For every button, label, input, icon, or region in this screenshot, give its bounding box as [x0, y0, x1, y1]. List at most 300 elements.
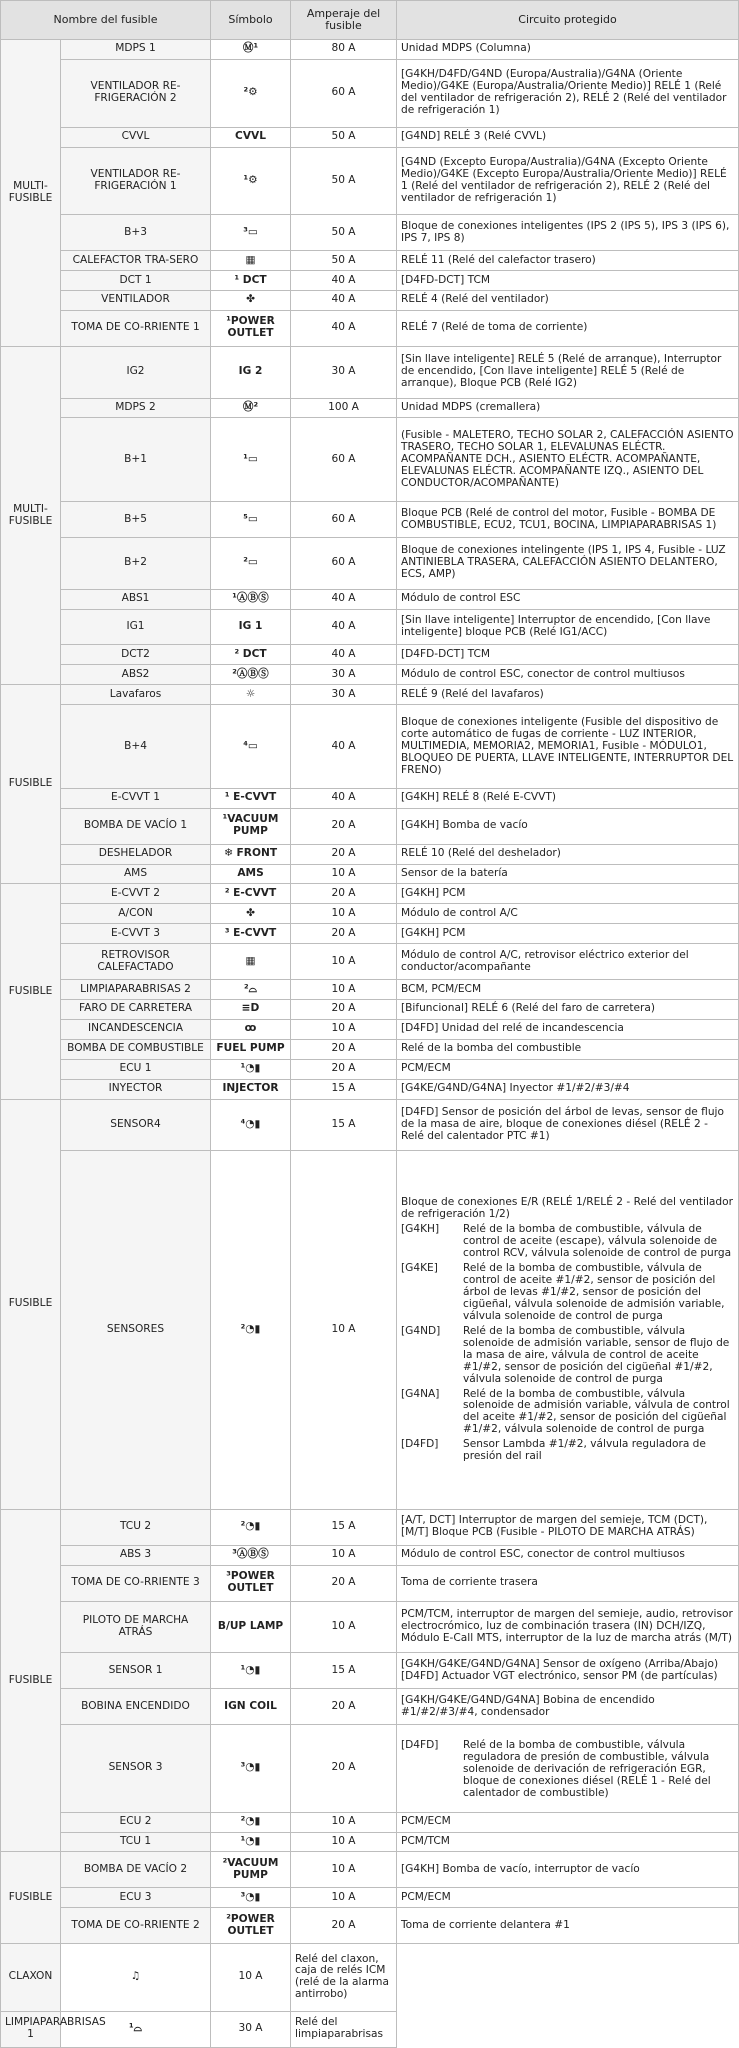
- fuse-circuit: [397, 271, 739, 291]
- fuse-circuit-text: [D4FD-DCT] TCM: [401, 273, 491, 286]
- fuse-amperage: 10 A: [291, 1852, 397, 1888]
- fuse-circuit-text: PCM/TCM, interruptor de margen del semieje, audio, retrovisor electrocrómico, luz de combinación trasera (IN) DCH/IZQ, Módulo E-Call MTS, interruptor de la luz de marcha atrás (M/T): [401, 1607, 733, 1644]
- fuse-circuit: [397, 290, 739, 310]
- fuse-symbol-icon: ³ E-CVVT: [211, 924, 291, 944]
- fuse-name: ECU 1: [61, 1059, 211, 1079]
- fuse-amperage: 40 A: [291, 271, 397, 291]
- fuse-amperage: 20 A: [291, 808, 397, 844]
- fuse-amperage: 20 A: [291, 1725, 397, 1813]
- fuse-circuit: [291, 2011, 397, 2047]
- fuse-circuit-text: RELÉ 9 (Relé del lavafaros): [401, 687, 544, 700]
- fuse-circuit-text: Módulo de control A/C, retrovisor eléctrico exterior del conductor/acompañante: [401, 948, 689, 973]
- fuse-name: IG1: [61, 609, 211, 645]
- table-row: [1, 904, 739, 924]
- fuse-circuit: [397, 398, 739, 418]
- fuse-amperage: 50 A: [291, 147, 397, 215]
- fuse-amperage: 15 A: [291, 1509, 397, 1545]
- fuse-symbol-icon: ¹ E-CVVT: [211, 788, 291, 808]
- engine-circuit-text: Relé de la bomba de combustible, válvula solenoide de admisión variable, válvula de control del aceite #1/#2, sensor de posición del cigüeñal #1/#2, válvula solenoide de control de purga: [463, 1387, 730, 1436]
- fuse-circuit-text: [D4FD-DCT] TCM: [401, 647, 491, 660]
- fuse-symbol-icon: ☼: [211, 685, 291, 705]
- header-fuse-name: Nombre del fusible: [1, 1, 211, 40]
- table-row: [1, 685, 739, 705]
- fuse-symbol-icon: IG 1: [211, 609, 291, 645]
- fuse-amperage: 10 A: [291, 1601, 397, 1653]
- engine-code: [G4KH]: [401, 1222, 440, 1235]
- fuse-name: E-CVVT 1: [61, 788, 211, 808]
- fuse-name: RETROVISOR CALEFACTADO: [61, 944, 211, 980]
- fuse-name: FARO DE CARRETERA: [61, 1000, 211, 1020]
- fuse-symbol-icon: ¹◔▮: [211, 1059, 291, 1079]
- fuse-circuit: [397, 418, 739, 502]
- fuse-amperage: 40 A: [291, 788, 397, 808]
- fuse-circuit: [397, 645, 739, 665]
- table-row: [1, 1079, 739, 1099]
- fuse-circuit: [397, 1832, 739, 1852]
- fuse-name: B+5: [61, 502, 211, 538]
- table-row: [1, 665, 739, 685]
- table-row: [1, 1852, 739, 1888]
- fuse-group-label: FUSIBLE: [1, 1852, 61, 1944]
- fuse-circuit: [397, 904, 739, 924]
- table-row: [1, 944, 739, 980]
- table-row: [1, 1725, 739, 1813]
- fuse-name: BOMBA DE VACÍO 1: [61, 808, 211, 844]
- fuse-amperage: 10 A: [291, 1888, 397, 1908]
- fuse-amperage: 20 A: [291, 1039, 397, 1059]
- fuse-amperage: 100 A: [291, 398, 397, 418]
- fuse-amperage: 20 A: [291, 1565, 397, 1601]
- fuse-circuit-text: [G4KH] Bomba de vacío, interruptor de vacío: [401, 1862, 640, 1875]
- fuse-circuit: [291, 1944, 397, 2012]
- fuse-amperage: 20 A: [291, 1000, 397, 1020]
- fuse-circuit-text: [D4FD] Unidad del relé de incandescencia: [401, 1022, 624, 1035]
- fuse-circuit: [397, 310, 739, 346]
- fuse-name: VENTILADOR: [61, 290, 211, 310]
- fuse-circuit-text: Módulo de control ESC, conector de control multiusos: [401, 1548, 685, 1561]
- fuse-amperage: 10 A: [291, 1832, 397, 1852]
- fuse-symbol-icon: ³◔▮: [211, 1888, 291, 1908]
- fuse-amperage: 10 A: [291, 1019, 397, 1039]
- fuse-table-body: [1, 40, 739, 2048]
- table-row: [1, 40, 739, 60]
- fuse-circuit: [397, 346, 739, 398]
- table-row: [1, 418, 739, 502]
- fuse-circuit: [397, 705, 739, 789]
- table-row: [1, 645, 739, 665]
- fuse-amperage: 60 A: [291, 59, 397, 127]
- fuse-group-label: FUSIBLE: [1, 1099, 61, 1509]
- engine-code: [G4ND]: [401, 1324, 441, 1337]
- fuse-circuit-text: Bloque de conexiones inteligentes (IPS 2 (IPS 5), IPS 3 (IPS 6), IPS 7, IPS 8): [401, 219, 730, 244]
- fuse-circuit: [397, 537, 739, 589]
- fuse-name: SENSORES: [61, 1151, 211, 1510]
- fuse-circuit: [397, 884, 739, 904]
- table-row: [1, 864, 739, 884]
- fuse-group-label: MULTI-FUSIBLE: [1, 346, 61, 685]
- fuse-name: LIMPIAPARABRISAS 2: [61, 980, 211, 1000]
- table-row: [1, 1039, 739, 1059]
- fuse-name: DCT 1: [61, 271, 211, 291]
- fuse-name: DCT2: [61, 645, 211, 665]
- table-row: [1, 1099, 739, 1151]
- header-amperage: Amperaje del fusible: [291, 1, 397, 40]
- fuse-symbol-icon: ² DCT: [211, 645, 291, 665]
- fuse-symbol-icon: ²⌓: [211, 980, 291, 1000]
- table-row: [1, 1545, 739, 1565]
- fuse-circuit: [397, 1565, 739, 1601]
- fuse-circuit-text: [G4KH] PCM: [401, 886, 466, 899]
- fuse-circuit: [397, 589, 739, 609]
- fuse-name: LIMPIAPARABRISAS 1: [1, 2011, 61, 2047]
- fuse-symbol-icon: Ⓜ²: [211, 398, 291, 418]
- fuse-symbol-icon: ≡D: [211, 1000, 291, 1020]
- fuse-circuit: [397, 864, 739, 884]
- fuse-amperage: 20 A: [291, 1059, 397, 1079]
- table-row: [1, 2011, 739, 2047]
- fuse-name: SENSOR 3: [61, 1725, 211, 1813]
- fuse-name: TOMA DE CO-RRIENTE 1: [61, 310, 211, 346]
- fuse-amperage: 40 A: [291, 609, 397, 645]
- fuse-circuit-text: Bloque PCB (Relé de control del motor, Fusible - BOMBA DE COMBUSTIBLE, ECU2, TCU1, BOCINA, LIMPIAPARABRISAS 1): [401, 506, 717, 531]
- fuse-symbol-icon: ▦: [211, 944, 291, 980]
- fuse-name: TOMA DE CO-RRIENTE 2: [61, 1908, 211, 1944]
- fuse-symbol-icon: ¹ⒶⒷⓈ: [211, 589, 291, 609]
- fuse-circuit: [397, 609, 739, 645]
- fuse-amperage: 20 A: [291, 1689, 397, 1725]
- fuse-name: AMS: [61, 864, 211, 884]
- table-row: [1, 1689, 739, 1725]
- fuse-name: ABS1: [61, 589, 211, 609]
- fuse-symbol-icon: ²◔▮: [211, 1509, 291, 1545]
- table-row: [1, 1908, 739, 1944]
- engine-circuit-text: Relé de la bomba de combustible, válvula de control de aceite #1/#2, sensor de posición del árbol de levas #1/#2, sensor de posición del cigüeñal, válvula solenoide de admisión variable, válvula solenoide de control de purga: [463, 1261, 725, 1322]
- fuse-amperage: 40 A: [291, 705, 397, 789]
- table-row: [1, 1151, 739, 1510]
- fuse-circuit-text: Relé de la bomba del combustible: [401, 1042, 582, 1055]
- fuse-group-label: MULTI-FUSIBLE: [1, 40, 61, 347]
- fuse-symbol-icon: FUEL PUMP: [211, 1039, 291, 1059]
- table-row: [1, 310, 739, 346]
- fuse-circuit-text: [Bifuncional] RELÉ 6 (Relé del faro de carretera): [401, 1002, 656, 1015]
- table-row: [1, 251, 739, 271]
- fuse-symbol-icon: ³POWER OUTLET: [211, 1565, 291, 1601]
- fuse-symbol-icon: ²POWER OUTLET: [211, 1908, 291, 1944]
- circuit-sub-entry: [401, 1740, 734, 1800]
- fuse-circuit: [397, 924, 739, 944]
- fuse-amperage: 10 A: [291, 904, 397, 924]
- fuse-circuit-text: [G4KH] Bomba de vacío: [401, 819, 528, 832]
- fuse-circuit: [397, 147, 739, 215]
- table-row: [1, 1812, 739, 1832]
- fuse-name: CVVL: [61, 127, 211, 147]
- fuse-amperage: 20 A: [291, 924, 397, 944]
- fuse-symbol-icon: ¹POWER OUTLET: [211, 310, 291, 346]
- fuse-name: INCANDESCENCIA: [61, 1019, 211, 1039]
- fuse-circuit: [397, 1099, 739, 1151]
- engine-circuit-text: Sensor Lambda #1/#2, válvula reguladora de presión del rail: [463, 1438, 706, 1463]
- fuse-symbol-icon: ❄ FRONT: [211, 844, 291, 864]
- fuse-symbol-icon: ¹ DCT: [211, 271, 291, 291]
- fuse-amperage: 40 A: [291, 310, 397, 346]
- fuse-name: BOMBA DE VACÍO 2: [61, 1852, 211, 1888]
- fuse-symbol-icon: ¹◔▮: [211, 1653, 291, 1689]
- fuse-circuit-text: Relé del limpiaparabrisas: [295, 2016, 383, 2041]
- fuse-amperage: 50 A: [291, 251, 397, 271]
- fuse-amperage: 20 A: [291, 844, 397, 864]
- fuse-circuit: [397, 665, 739, 685]
- fuse-symbol-icon: ¹◔▮: [211, 1832, 291, 1852]
- fuse-amperage: 10 A: [291, 980, 397, 1000]
- fuse-amperage: 60 A: [291, 418, 397, 502]
- fuse-group-label: FUSIBLE: [1, 884, 61, 1099]
- fuse-circuit: [397, 1039, 739, 1059]
- fuse-name: MDPS 1: [61, 40, 211, 60]
- fuse-circuit: [397, 502, 739, 538]
- fuse-circuit: [397, 1601, 739, 1653]
- table-row: [1, 924, 739, 944]
- fuse-amperage: 40 A: [291, 645, 397, 665]
- table-row: [1, 290, 739, 310]
- fuse-name: ABS 3: [61, 1545, 211, 1565]
- fuse-name: B+1: [61, 418, 211, 502]
- fuse-circuit: [397, 215, 739, 251]
- fuse-circuit: [397, 251, 739, 271]
- fuse-name: IG2: [61, 346, 211, 398]
- fuse-circuit: [397, 1509, 739, 1545]
- fuse-circuit: [397, 1653, 739, 1689]
- fuse-circuit-text: Bloque de conexiones intelingente (IPS 1, IPS 4, Fusible - LUZ ANTINIEBLA TRASERA, CALEFACCIÓN ASIENTO DELANTERO, ECS, AMP): [401, 544, 726, 581]
- table-row: [1, 884, 739, 904]
- table-row: [1, 609, 739, 645]
- fuse-symbol-icon: ²⚙: [211, 59, 291, 127]
- fuse-symbol-icon: ²▭: [211, 537, 291, 589]
- circuit-sub-entry: [401, 1389, 734, 1437]
- fuse-circuit: [397, 685, 739, 705]
- fuse-circuit: [397, 1689, 739, 1725]
- table-row: [1, 589, 739, 609]
- engine-code: [D4FD]: [401, 1438, 439, 1451]
- fuse-amperage: 30 A: [291, 665, 397, 685]
- fuse-symbol-icon: ²◔▮: [211, 1812, 291, 1832]
- fuse-circuit: [397, 1888, 739, 1908]
- fuse-circuit-text: [G4KH] RELÉ 8 (Relé E-CVVT): [401, 791, 557, 804]
- fuse-name: B+2: [61, 537, 211, 589]
- fuse-symbol-icon: ¹▭: [211, 418, 291, 502]
- fuse-name: TCU 2: [61, 1509, 211, 1545]
- fuse-name: VENTILADOR RE-FRIGERACIÓN 2: [61, 59, 211, 127]
- table-row: [1, 788, 739, 808]
- fuse-symbol-icon: IG 2: [211, 346, 291, 398]
- fuse-amperage: 80 A: [291, 40, 397, 60]
- fuse-circuit: [397, 844, 739, 864]
- fuse-name: E-CVVT 2: [61, 884, 211, 904]
- table-row: [1, 808, 739, 844]
- header-symbol: Símbolo: [211, 1, 291, 40]
- fuse-circuit-text: [D4FD] Sensor de posición del árbol de levas, sensor de flujo de la masa de aire, bloque de conexiones diésel (RELÉ 2 - Relé del calentador PTC #1): [401, 1106, 724, 1142]
- fuse-circuit-text: [A/T, DCT] Interruptor de margen del semieje, TCM (DCT), [M/T] Bloque PCB (Fusible - PILOTO DE MARCHA ATRÁS): [401, 1514, 708, 1539]
- circuit-sub-entry: [401, 1326, 734, 1386]
- fuse-symbol-icon: CVVL: [211, 127, 291, 147]
- fuse-circuit-text: Bloque de conexiones inteligente (Fusible del dispositivo de corte automático de fugas de corriente - LUZ INTERIOR, MULTIMEDIA, MEMORIA2, MEMORIA1, Fusible - MÓDULO1, BLOQUEO DE PUERTA, LLAVE INTELIGENTE, INTERRUPTOR DEL FRENO): [401, 715, 734, 776]
- fuse-symbol-icon: AMS: [211, 864, 291, 884]
- fuse-circuit-text: PCM/ECM: [401, 1815, 451, 1828]
- fuse-amperage: 20 A: [291, 1908, 397, 1944]
- fuse-name: DESHELADOR: [61, 844, 211, 864]
- fuse-circuit-text: Sensor de la batería: [401, 867, 508, 880]
- fuse-circuit: [397, 1725, 739, 1813]
- fuse-amperage: 60 A: [291, 502, 397, 538]
- fuse-amperage: 60 A: [291, 537, 397, 589]
- fuse-symbol-icon: ³▭: [211, 215, 291, 251]
- fuse-circuit-text: Módulo de control A/C: [401, 906, 518, 919]
- fuse-circuit: [397, 1545, 739, 1565]
- fuse-name: E-CVVT 3: [61, 924, 211, 944]
- table-row: [1, 127, 739, 147]
- fuse-circuit-text: [G4ND] RELÉ 3 (Relé CVVL): [401, 130, 547, 143]
- fuse-name: ECU 3: [61, 1888, 211, 1908]
- table-row: [1, 147, 739, 215]
- fuse-circuit-text: Toma de corriente delantera #1: [401, 1918, 570, 1931]
- fuse-circuit-text: [Sin llave inteligente] RELÉ 5 (Relé de arranque), Interruptor de encendido, [Con llave inteligente] RELÉ 5 (Relé de arranque), Bloque PCB (Relé IG2): [401, 353, 722, 390]
- fuse-circuit-text: RELÉ 7 (Relé de toma de corriente): [401, 321, 588, 334]
- fuse-amperage: 20 A: [291, 884, 397, 904]
- fuse-circuit-text: [G4ND (Excepto Europa/Australia)/G4NA (Excepto Oriente Medio)/G4KE (Excepto Europa/Australia/Oriente Medio)] RELÉ 1 (Relé del ventilador de refrigeración 2), RELÉ 2 (Relé del ventilador de refrigeración 1): [401, 155, 727, 204]
- fuse-circuit-text: RELÉ 11 (Relé del calefactor trasero): [401, 253, 596, 266]
- table-row: [1, 1059, 739, 1079]
- fuse-amperage: 10 A: [291, 944, 397, 980]
- fuse-symbol-icon: ¹⚙: [211, 147, 291, 215]
- fuse-name: BOBINA ENCENDIDO: [61, 1689, 211, 1725]
- circuit-sub-entry: [401, 1439, 734, 1463]
- fuse-name: A/CON: [61, 904, 211, 924]
- fuse-name: B+4: [61, 705, 211, 789]
- fuse-symbol-icon: B/UP LAMP: [211, 1601, 291, 1653]
- fuse-symbol-icon: ²◔▮: [211, 1151, 291, 1510]
- fuse-name: MDPS 2: [61, 398, 211, 418]
- fuse-circuit-text: (Fusible - MALETERO, TECHO SOLAR 2, CALEFACCIÓN ASIENTO TRASERO, TECHO SOLAR 1, ELEVALUNAS ELÉCTR. ACOMPAÑANTE DCH., ASIENTO ELÉCTR. ACOMPAÑANTE, ELEVALUNAS ELÉCTR. ACOMPAÑANTE IZQ., ASIENTO DEL CONDUCTOR/ACOMPAÑANTE): [401, 428, 734, 489]
- table-row: [1, 502, 739, 538]
- fuse-circuit-text: Módulo de control ESC, conector de control multiusos: [401, 667, 685, 680]
- fuse-circuit-text: RELÉ 10 (Relé del deshelador): [401, 847, 561, 860]
- fuse-name: ECU 2: [61, 1812, 211, 1832]
- table-row: [1, 705, 739, 789]
- fuse-symbol-icon: ✤: [211, 290, 291, 310]
- table-row: [1, 537, 739, 589]
- table-row: [1, 1944, 739, 2012]
- engine-circuit-text: Relé de la bomba de combustible, válvula de control de aceite (escape), válvula solenoide de control RCV, válvula solenoide de control de purga: [463, 1222, 732, 1259]
- fuse-name: SENSOR 1: [61, 1653, 211, 1689]
- fuse-circuit: [397, 40, 739, 60]
- table-row: [1, 980, 739, 1000]
- fuse-circuit-text: PCM/ECM: [401, 1890, 451, 1903]
- fuse-amperage: 15 A: [291, 1099, 397, 1151]
- fuse-circuit-text: [G4KE/G4ND/G4NA] Inyector #1/#2/#3/#4: [401, 1082, 630, 1095]
- fuse-name: CALEFACTOR TRA-SERO: [61, 251, 211, 271]
- header-circuit: Circuito protegido: [397, 1, 739, 40]
- fuse-circuit-text: Unidad MDPS (Columna): [401, 42, 531, 55]
- fuse-name: B+3: [61, 215, 211, 251]
- fuse-name: TOMA DE CO-RRIENTE 3: [61, 1565, 211, 1601]
- fuse-circuit-text: [G4KH] PCM: [401, 926, 466, 939]
- fuse-circuit-text: [Sin llave inteligente] Interruptor de encendido, [Con llave inteligente] bloque PCB (Relé IG1/ACC): [401, 614, 711, 639]
- engine-code: [G4KE]: [401, 1261, 438, 1274]
- fuse-circuit-text: Unidad MDPS (cremallera): [401, 400, 541, 413]
- fuse-circuit: [397, 808, 739, 844]
- fuse-circuit: [397, 1000, 739, 1020]
- fuse-symbol-icon: ♫: [61, 1944, 211, 2012]
- fuse-symbol-icon: ² E-CVVT: [211, 884, 291, 904]
- circuit-sub-entry: [401, 1224, 734, 1260]
- fuse-amperage: 10 A: [291, 1151, 397, 1510]
- fuse-circuit: [397, 788, 739, 808]
- fuse-group-label: FUSIBLE: [1, 1509, 61, 1852]
- fuse-symbol-icon: ³◔▮: [211, 1725, 291, 1813]
- fuse-amperage: 10 A: [291, 864, 397, 884]
- fuse-amperage: 40 A: [291, 589, 397, 609]
- table-row: [1, 844, 739, 864]
- table-row: [1, 215, 739, 251]
- fuse-circuit: [397, 59, 739, 127]
- fuse-symbol-icon: ²ⒶⒷⓈ: [211, 665, 291, 685]
- fuse-circuit: [397, 1019, 739, 1039]
- fuse-circuit-text: [G4KH/G4KE/G4ND/G4NA] Sensor de oxígeno (Arriba/Abajo) [D4FD] Actuador VGT electrónico, sensor PM (de partículas): [401, 1657, 719, 1682]
- fuse-circuit: [397, 1079, 739, 1099]
- table-row: [1, 1565, 739, 1601]
- fuse-amperage: 30 A: [291, 685, 397, 705]
- fuse-amperage: 10 A: [211, 1944, 291, 2012]
- fuse-circuit: [397, 1812, 739, 1832]
- engine-code: [D4FD]: [401, 1738, 439, 1751]
- fuse-amperage: 30 A: [291, 346, 397, 398]
- fuse-circuit-text: PCM/ECM: [401, 1062, 451, 1075]
- fuse-amperage: 50 A: [291, 127, 397, 147]
- fuse-circuit-text: [G4KH/G4KE/G4ND/G4NA] Bobina de encendido #1/#2/#3/#4, condensador: [401, 1693, 655, 1718]
- fuse-circuit-text: Relé del claxon, caja de relés ICM (relé de la alarma antirrobo): [295, 1952, 389, 2001]
- table-row: [1, 1000, 739, 1020]
- fuse-symbol-icon: INJECTOR: [211, 1079, 291, 1099]
- fuse-amperage: 10 A: [291, 1545, 397, 1565]
- table-row: [1, 398, 739, 418]
- fuse-symbol-icon: ꝏ: [211, 1019, 291, 1039]
- fuse-symbol-icon: ³ⒶⒷⓈ: [211, 1545, 291, 1565]
- fuse-circuit-text: Toma de corriente trasera: [401, 1576, 538, 1589]
- table-row: [1, 1509, 739, 1545]
- fuse-name: INYECTOR: [61, 1079, 211, 1099]
- table-row: [1, 346, 739, 398]
- fuse-circuit: [397, 1059, 739, 1079]
- table-row: [1, 1653, 739, 1689]
- table-row: [1, 1601, 739, 1653]
- engine-circuit-text: Relé de la bomba de combustible, válvula reguladora de presión de combustible, válvula solenoide de derivación de refrigeración EGR, bloque de conexiones diésel (RELÉ 1 - Relé del calentador de combustible): [463, 1738, 711, 1799]
- fuse-amperage: 10 A: [291, 1812, 397, 1832]
- table-header: [1, 1, 739, 40]
- fuse-symbol-icon: ²VACUUM PUMP: [211, 1852, 291, 1888]
- fuse-amperage: 30 A: [211, 2011, 291, 2047]
- fuse-circuit: [397, 980, 739, 1000]
- fuse-name: Lavafaros: [61, 685, 211, 705]
- fuse-symbol-icon: Ⓜ¹: [211, 40, 291, 60]
- fuse-symbol-icon: ⁴◔▮: [211, 1099, 291, 1151]
- fuse-name: ABS2: [61, 665, 211, 685]
- fuse-symbol-icon: ▦: [211, 251, 291, 271]
- fuse-circuit-text: Módulo de control ESC: [401, 592, 521, 605]
- fuse-circuit-text: RELÉ 4 (Relé del ventilador): [401, 293, 549, 306]
- table-row: [1, 1019, 739, 1039]
- fuse-name: TCU 1: [61, 1832, 211, 1852]
- fuse-name: SENSOR4: [61, 1099, 211, 1151]
- circuit-sub-entry: [401, 1263, 734, 1323]
